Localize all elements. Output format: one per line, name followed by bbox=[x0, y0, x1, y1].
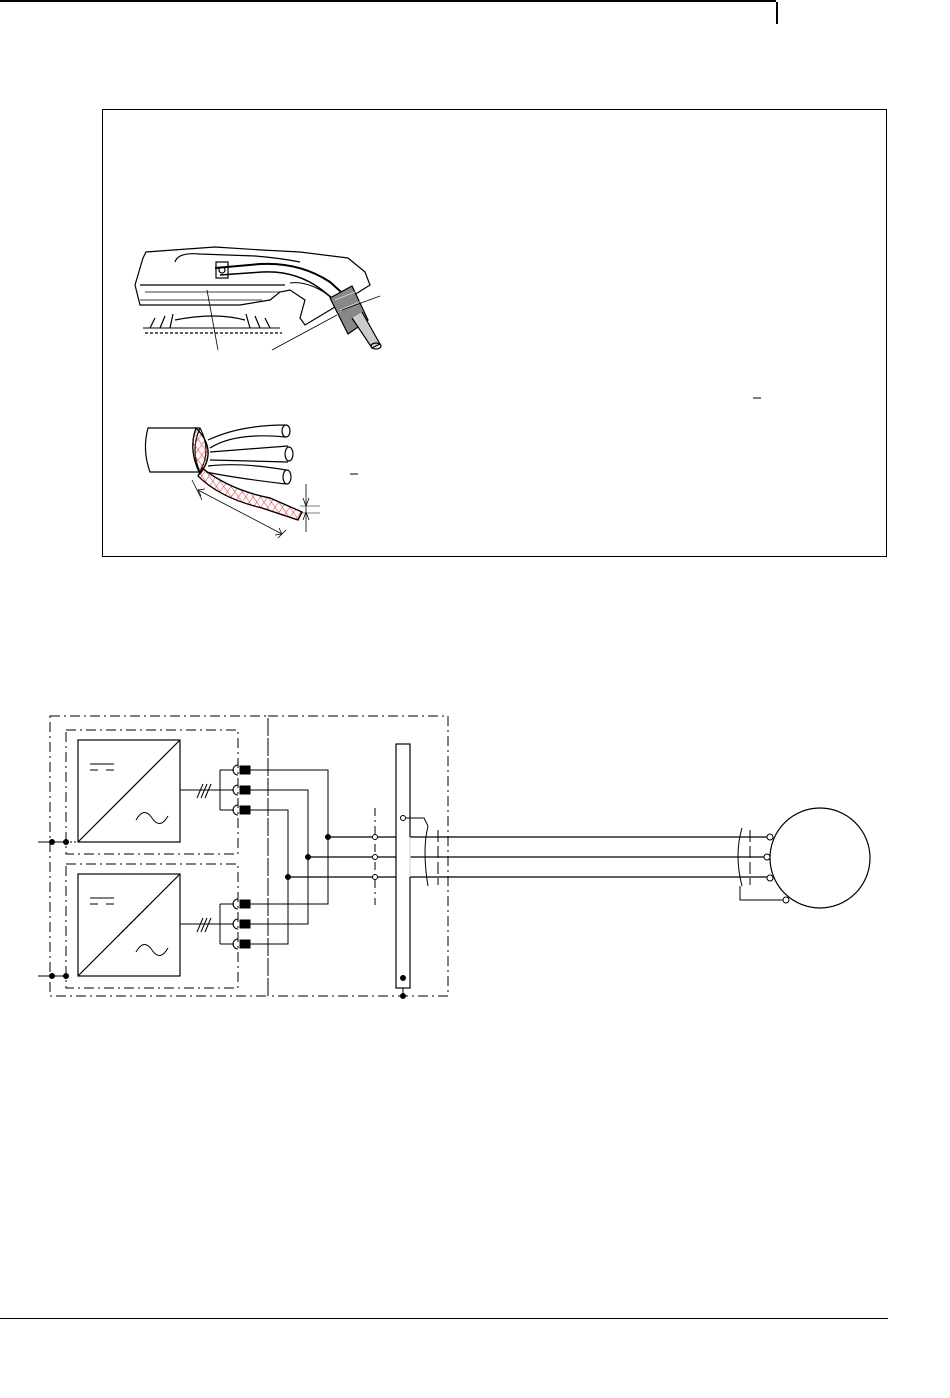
terminal-cabinet bbox=[268, 716, 448, 996]
shielded-cable-drawing bbox=[145, 398, 761, 538]
converter-cabinet bbox=[50, 716, 268, 996]
connectors-module-1 bbox=[233, 765, 250, 815]
connectors-module-2 bbox=[233, 899, 250, 949]
converter-module-2 bbox=[78, 874, 180, 976]
busbar bbox=[396, 744, 410, 988]
converter-module-1 bbox=[78, 740, 180, 842]
module-2-boundary bbox=[66, 864, 238, 988]
motor bbox=[770, 808, 870, 908]
footer-rule bbox=[0, 1318, 888, 1319]
motor-terminal-box-drawing bbox=[135, 247, 381, 350]
module-1-boundary bbox=[66, 730, 238, 854]
wiring-diagram bbox=[38, 716, 870, 999]
